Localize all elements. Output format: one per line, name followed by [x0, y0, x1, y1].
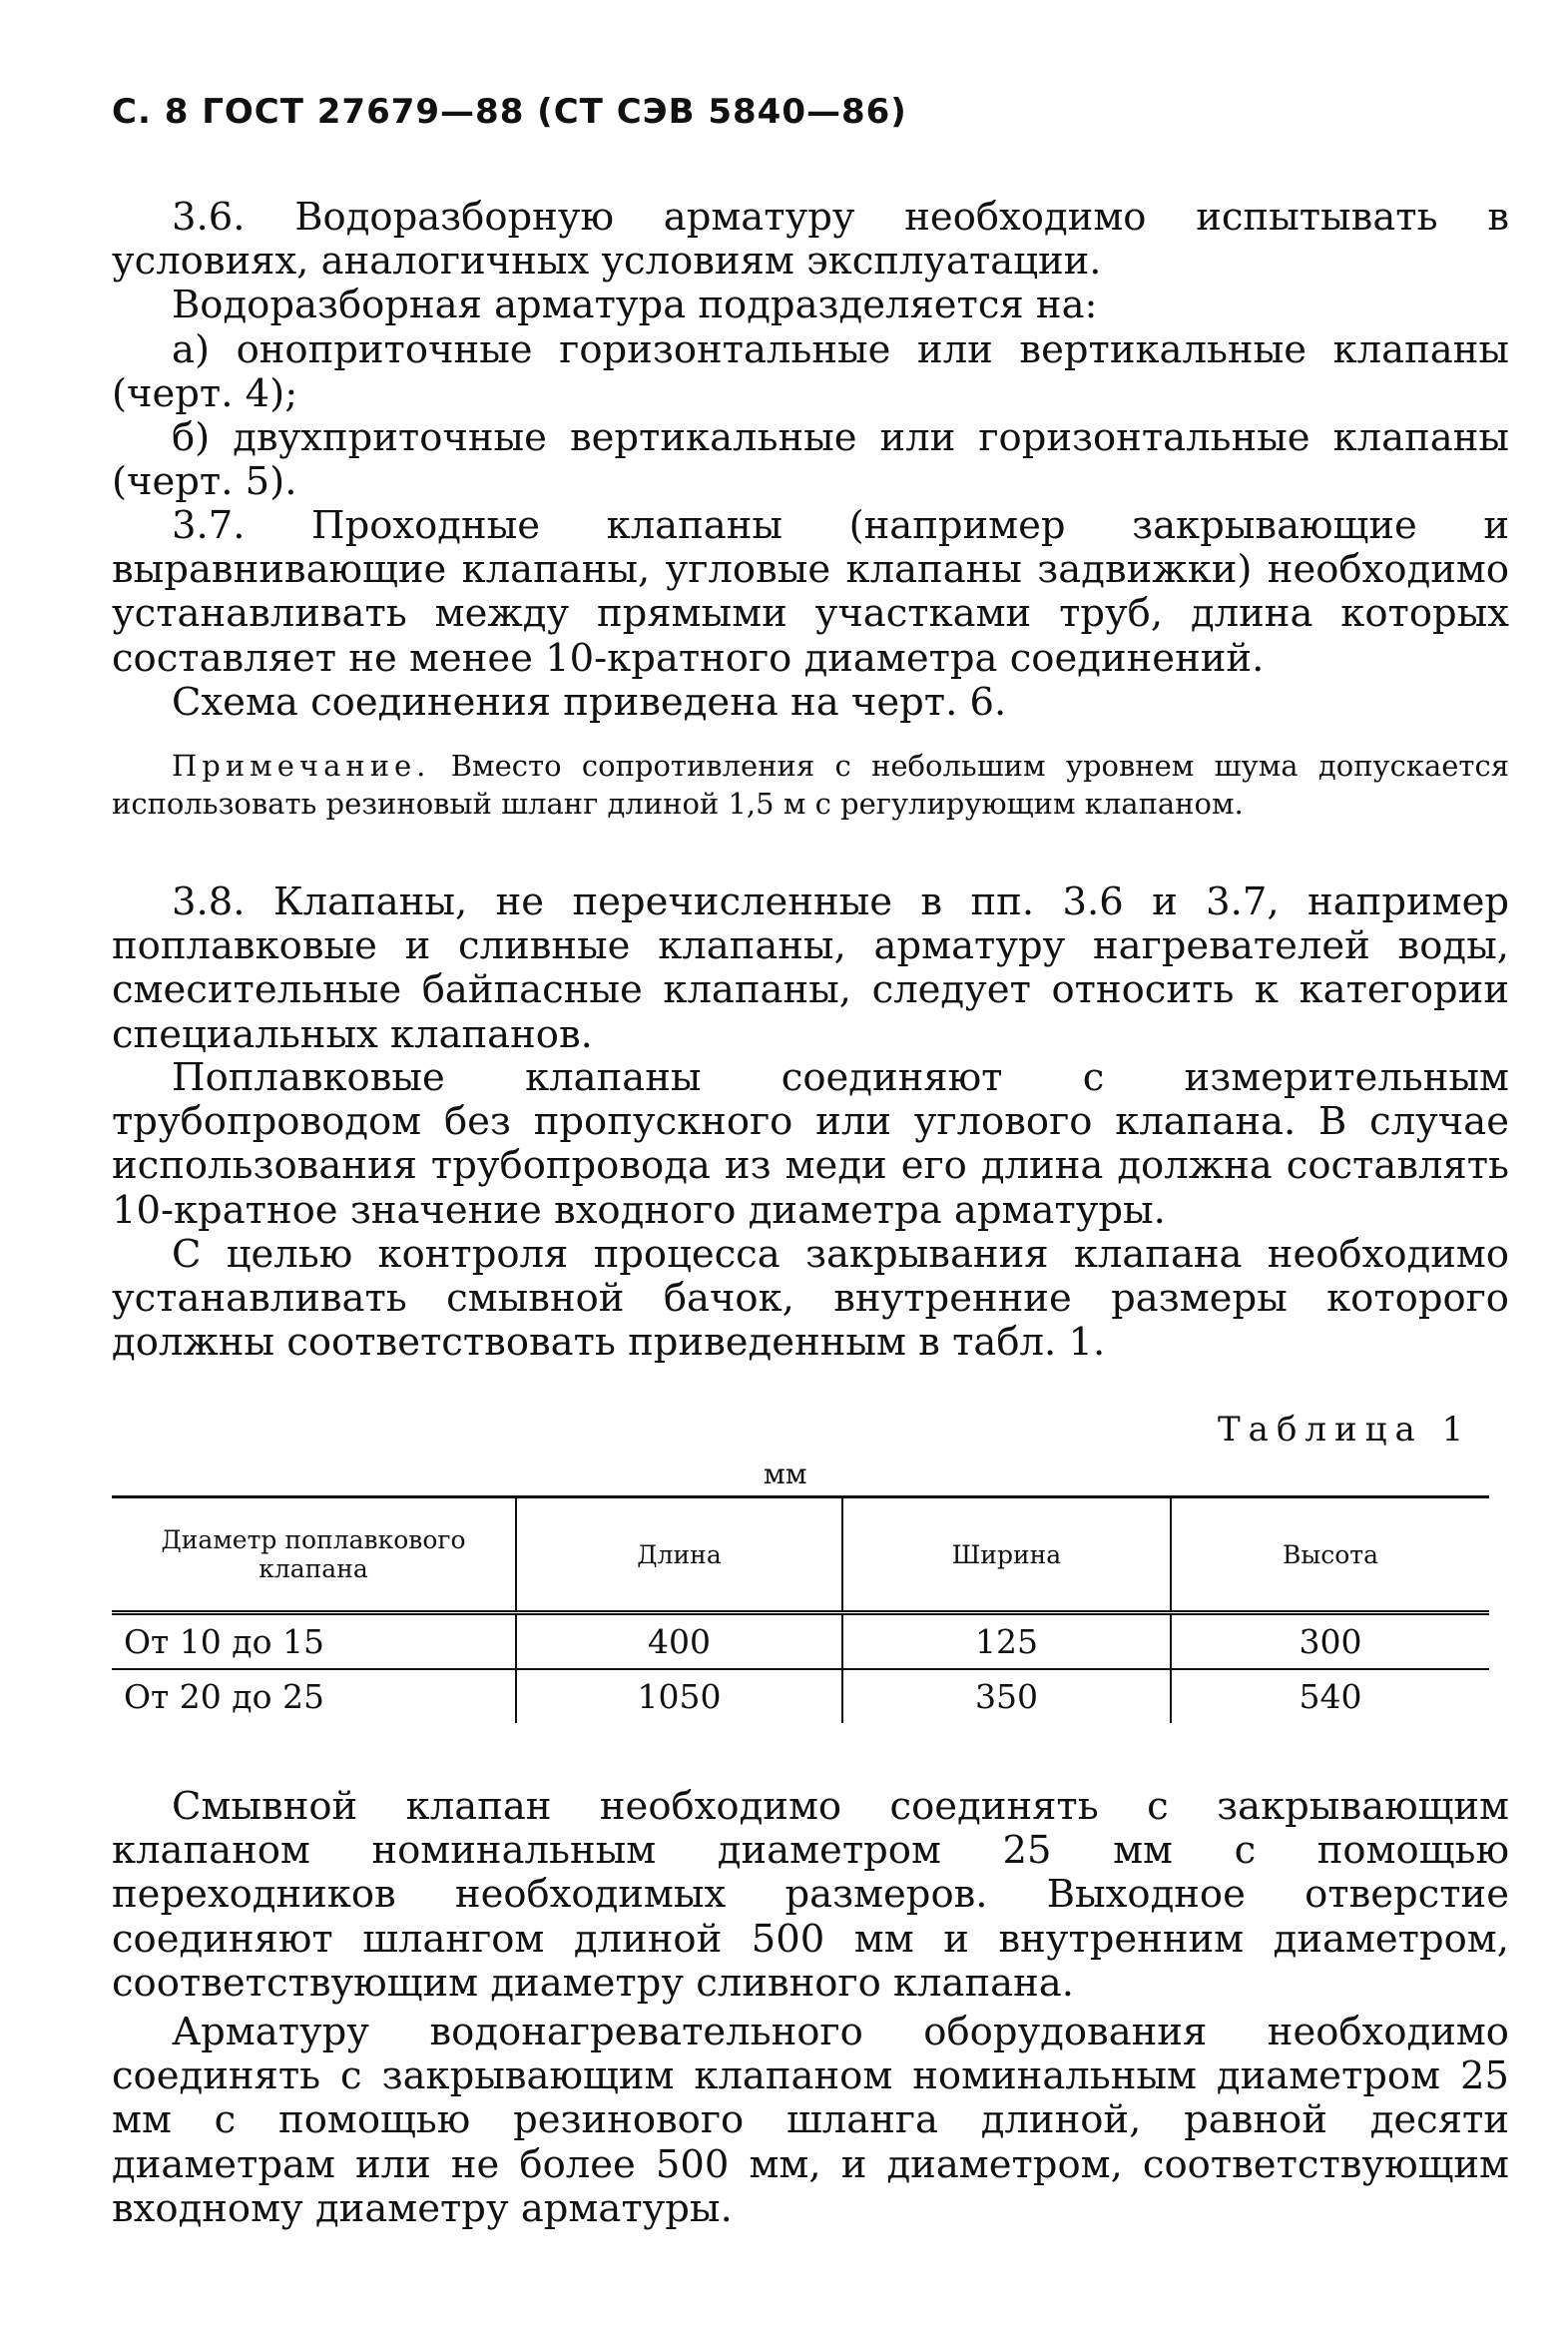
table-header-row: [112, 1497, 1489, 1613]
cell-height: 300: [1171, 1613, 1489, 1670]
paragraph-type-b: б) двухприточные вертикальные или горизонтальные клапаны (черт. 5).: [112, 415, 1509, 505]
cell-length: 1050: [516, 1669, 842, 1723]
table-row: [112, 1669, 1489, 1723]
col-header-height: Высота: [1171, 1497, 1489, 1613]
paragraph-types-intro: Водоразборная арматура подразделяется на:: [172, 283, 1098, 327]
cell-height: 540: [1171, 1669, 1489, 1723]
paragraph-3-7: 3.7. Проходные клапаны (например закрывающие и выравнивающие клапаны, угловые клапаны задвижки) необходимо устанавливать между прямыми участками труб, длина которых составляет не менее 10-кратного диаметра соединений.: [112, 503, 1509, 681]
paragraph-float-valves: Поплавковые клапаны соединяют с измерительным трубопроводом без пропускного или углового клапана. В случае использования трубопровода из меди его длина должна составлять 10-кратное значение входного диаметра арматуры.: [112, 1055, 1509, 1233]
paragraph-flush-valve: Смывной клапан необходимо соединять с закрывающим клапаном номинальным диаметром 25 мм с помощью переходников необходимых размеров. Выходное отверстие соединяют шлангом длиной 500 мм и внутренним диаметром, соответствующим диаметру сливного клапана.: [112, 1784, 1509, 2006]
paragraph-water-heater: Арматуру водонагревательного оборудования необходимо соединять с закрывающим клапаном номинальным диаметром 25 мм с помощью резинового шланга длиной, равной десяти диаметрам или не более 500 мм, и диаметром, соответствующим входному диаметру арматуры.: [112, 2010, 1509, 2231]
cell-width: 125: [842, 1613, 1171, 1670]
note-text: Вместо сопротивления с небольшим уровнем шума допускается использовать резиновый шланг длиной 1,5 м с регулирующим клапаном.: [112, 749, 1509, 821]
paragraph-3-6: 3.6. Водоразборную арматуру необходимо испытывать в условиях, аналогичных условиям эксплуатации.: [112, 195, 1509, 285]
page-header: С. 8 ГОСТ 27679—88 (СТ СЭВ 5840—86): [112, 92, 907, 132]
table-caption: Таблица 1: [1218, 1410, 1472, 1450]
dimensions-table: [112, 1495, 1489, 1723]
note-label: Примечание.: [172, 749, 431, 783]
col-header-width: Ширина: [842, 1497, 1171, 1613]
col-header-diameter: Диаметр поплавкового клапана: [112, 1497, 516, 1613]
note: [112, 747, 1509, 823]
paragraph-type-a: а) оноприточные горизонтальные или вертикальные клапаны (черт. 4);: [112, 327, 1509, 417]
cell-length: 400: [516, 1613, 842, 1670]
table-row: [112, 1613, 1489, 1670]
col-header-length: Длина: [516, 1497, 842, 1613]
paragraph-3-8: 3.8. Клапаны, не перечисленные в пп. 3.6 и 3.7, например поплавковые и сливные клапаны, арматуру нагревателей воды, смесительные байпасные клапаны, следует относить к категории специальных клапанов.: [112, 879, 1509, 1057]
table-unit: мм: [764, 1458, 807, 1490]
paragraph-control: С целью контроля процесса закрывания клапана необходимо устанавливать смывной бачок, внутренние размеры которого должны соответствовать приведенным в табл. 1.: [112, 1232, 1509, 1366]
cell-diameter: От 10 до 15: [124, 1622, 324, 1661]
paragraph-scheme: Схема соединения приведена на черт. 6.: [172, 680, 1007, 725]
cell-diameter: От 20 до 25: [124, 1677, 324, 1716]
cell-width: 350: [842, 1669, 1171, 1723]
